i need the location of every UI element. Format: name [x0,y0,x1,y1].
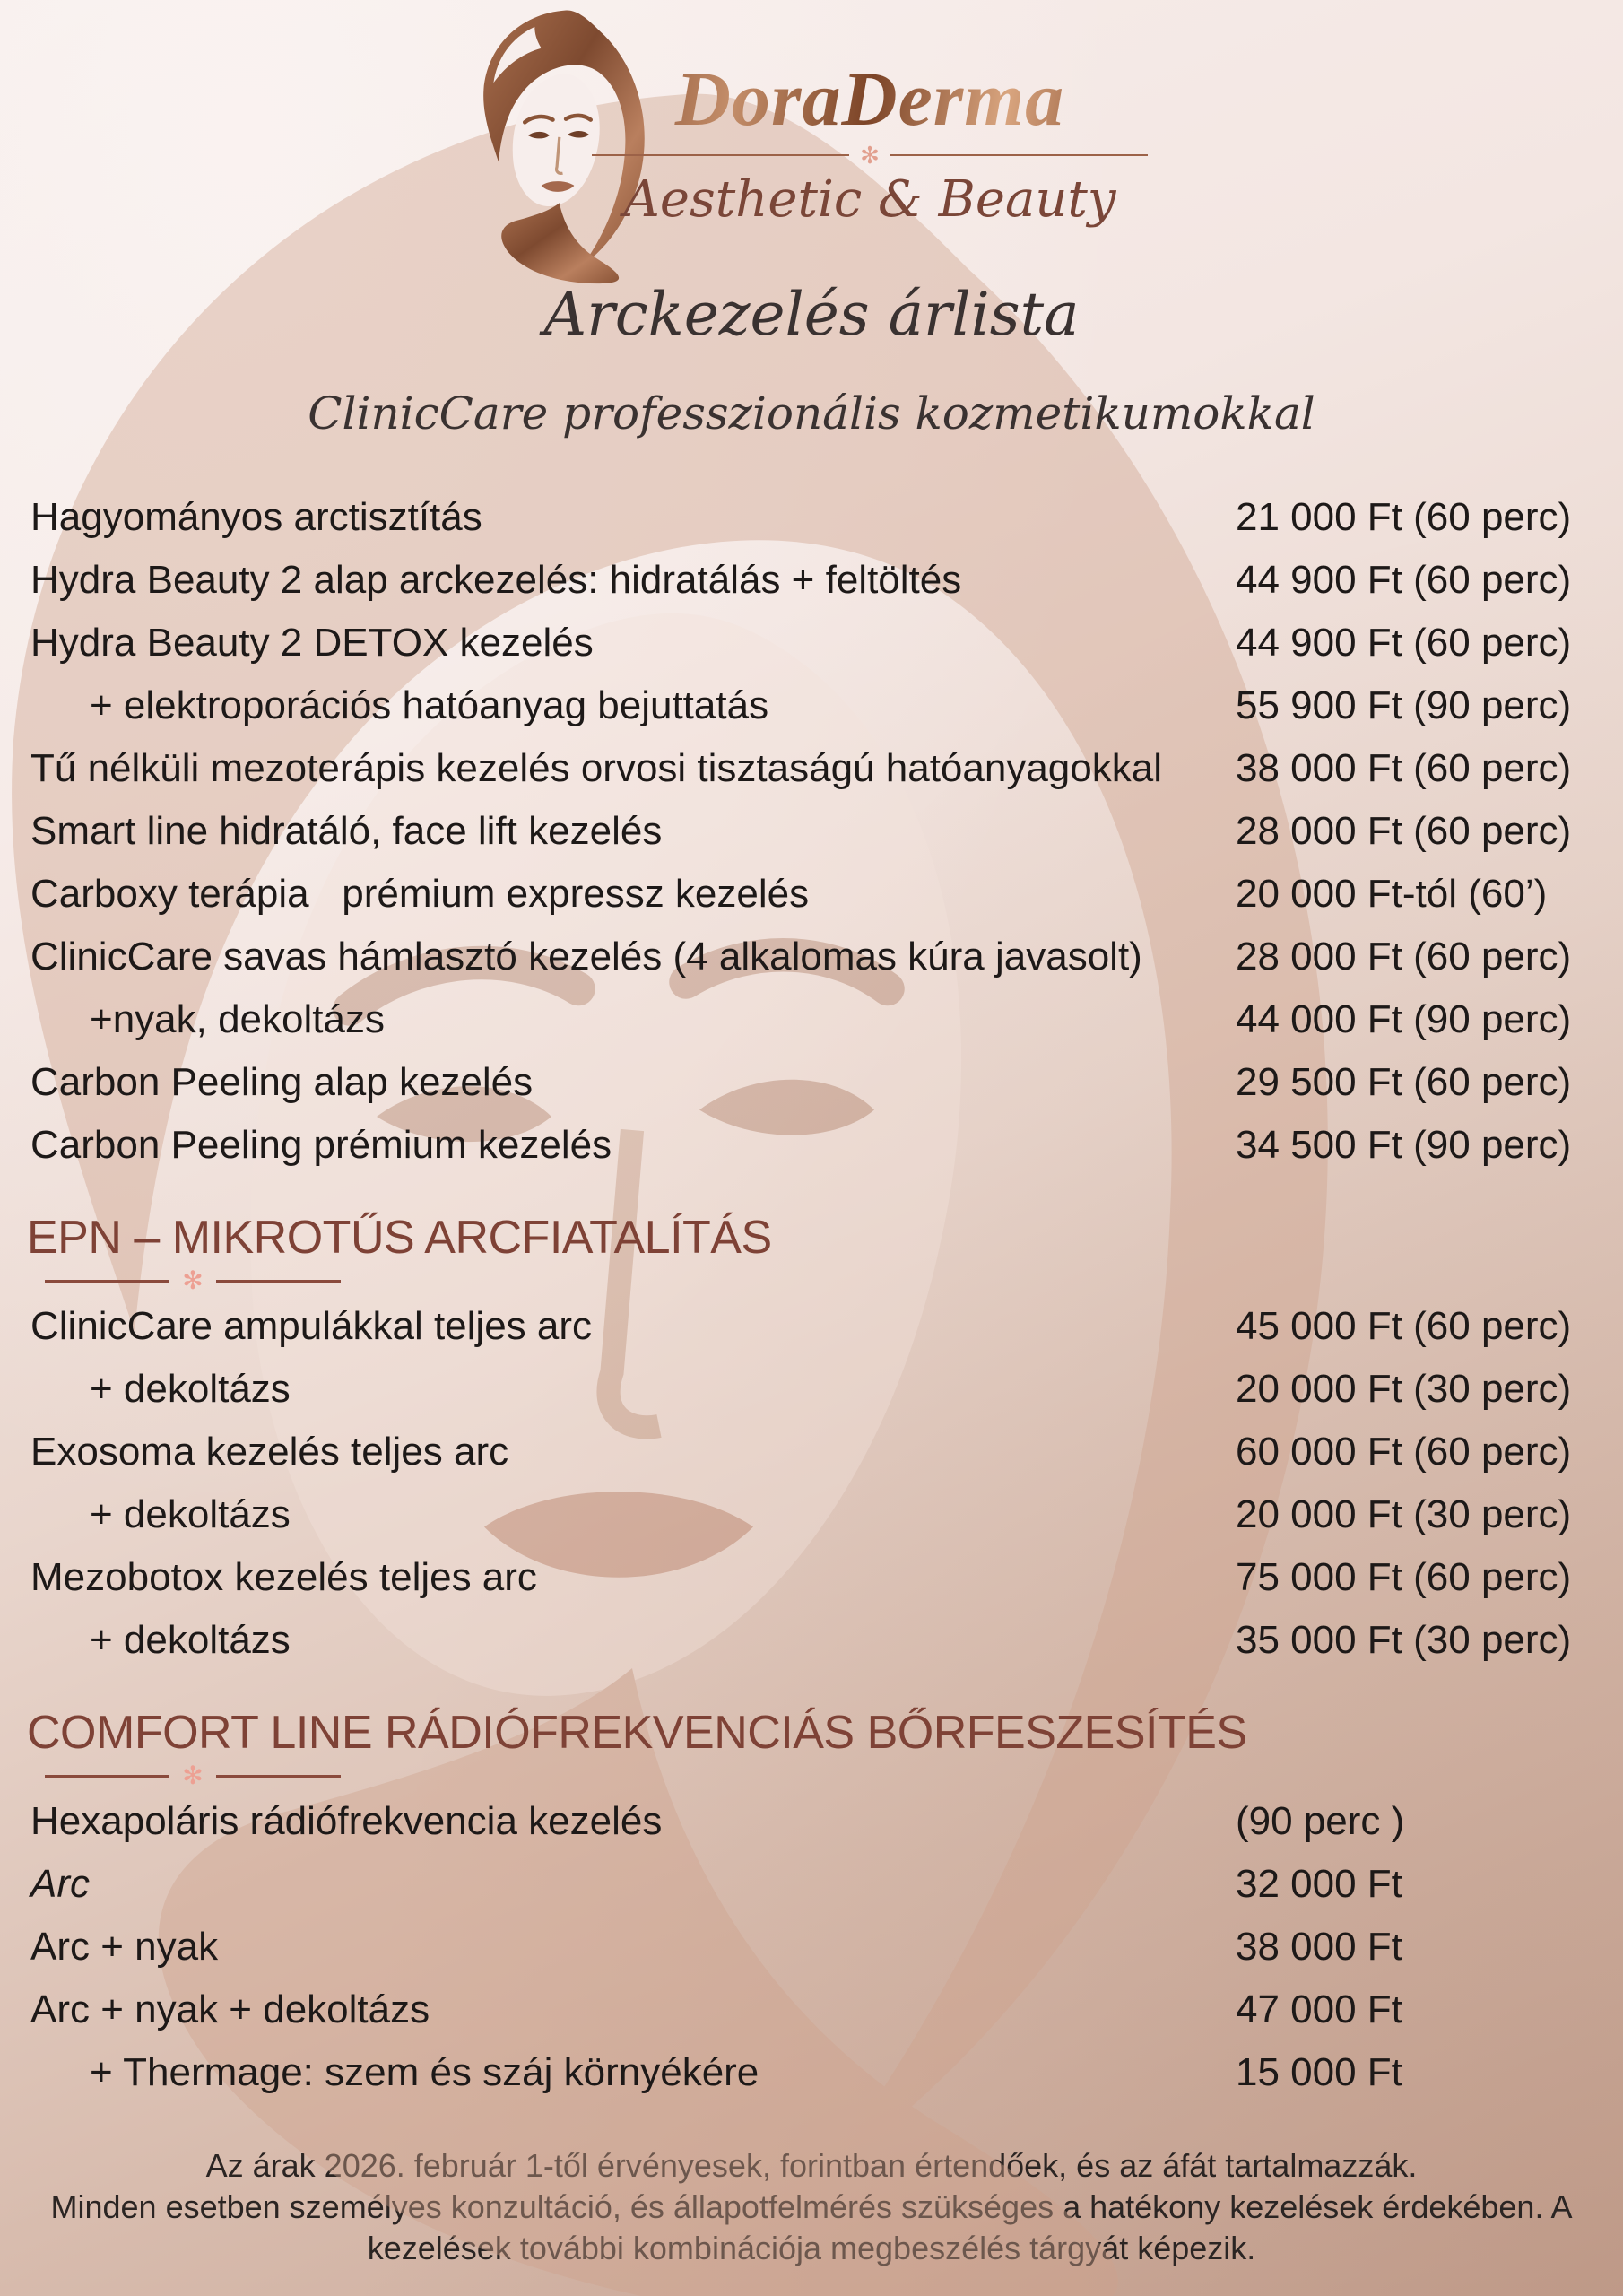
service-price: 28 000 Ft (60 perc) [1236,935,1572,978]
price-row [0,1853,1623,1916]
service-price: 38 000 Ft (60 perc) [1236,746,1572,790]
service-price: 32 000 Ft [1236,1862,1402,1906]
service-price: 20 000 Ft (30 perc) [1236,1367,1572,1411]
footer-line: Minden esetben személyes konzultáció, és állapotfelmérés szükséges a hatékony kezelések érdekében. A [50,2188,1573,2225]
price-row [0,737,1623,800]
service-name: Carbon Peeling prémium kezelés [30,1123,612,1167]
section-divider [45,1763,341,1788]
price-row [0,1609,1623,1672]
service-name: Carboxy terápia prémium expressz kezelés [30,872,810,916]
footer-notes [0,2145,1623,2269]
price-row [0,1051,1623,1114]
service-price: 35 000 Ft (30 perc) [1236,1618,1572,1662]
brand-name: DoraDerma [565,56,1175,142]
price-row [0,1114,1623,1177]
price-row [0,800,1623,863]
price-row [0,1916,1623,1979]
service-name: + dekoltázs [90,1618,291,1662]
price-row [0,612,1623,674]
brand-divider [592,144,1148,167]
price-row [0,1546,1623,1609]
price-row [0,926,1623,988]
divider-line [45,1280,169,1283]
service-price: 38 000 Ft [1236,1925,1402,1969]
price-row [0,1979,1623,2041]
service-name: Hydra Beauty 2 alap arckezelés: hidratálás + feltöltés [30,558,962,602]
price-row [0,863,1623,926]
service-name: + dekoltázs [90,1367,291,1411]
flower-icon: ✻ [860,142,880,169]
service-name: ClinicCare savas hámlasztó kezelés (4 alkalomas kúra javasolt) [30,935,1142,978]
service-price: (90 perc ) [1236,1799,1405,1843]
service-name: Smart line hidratáló, face lift kezelés [30,809,663,853]
price-row [0,1483,1623,1546]
footer-line: Az árak 2026. február 1-től érvényesek, forintban értendőek, és az áfát tartalmazzák. [205,2147,1418,2184]
section-rows [0,486,1623,1177]
service-price: 44 900 Ft (60 perc) [1236,621,1572,665]
price-row [0,674,1623,737]
page-title: Arckezelés árlista [543,280,1080,349]
price-row [0,1295,1623,1358]
divider-line [216,1775,341,1778]
service-name: Exosoma kezelés teljes arc [30,1430,509,1474]
service-price: 20 000 Ft-tól (60’) [1236,872,1548,916]
service-name: Mezobotox kezelés teljes arc [30,1555,537,1599]
service-price: 60 000 Ft (60 perc) [1236,1430,1572,1474]
section-rows [0,1790,1623,2104]
page-subtitle: ClinicCare professzionális kozmetikumokkal [308,387,1315,439]
flower-icon: ✻ [182,1266,204,1294]
service-price: 47 000 Ft [1236,1987,1402,2031]
price-row [0,1790,1623,1853]
brand-tagline: Aesthetic & Beauty [623,170,1116,229]
divider-line [592,154,849,156]
service-price: 28 000 Ft (60 perc) [1236,809,1572,853]
divider-line [890,154,1148,156]
service-price: 44 000 Ft (90 perc) [1236,997,1572,1041]
footer-line: kezelések további kombinációja megbeszélés tárgyát képezik. [367,2230,1256,2266]
service-price: 20 000 Ft (30 perc) [1236,1492,1572,1536]
header [0,0,1623,484]
section-header: EPN – MIKROTŰS ARCFIATALÍTÁS [27,1212,772,1264]
service-price: 75 000 Ft (60 perc) [1236,1555,1572,1599]
flower-icon: ✻ [182,1761,204,1789]
service-price: 45 000 Ft (60 perc) [1236,1304,1572,1348]
service-name: +nyak, dekoltázs [90,997,385,1041]
service-name: Carbon Peeling alap kezelés [30,1060,534,1104]
service-name: Arc + nyak + dekoltázs [30,1987,430,2031]
service-price: 29 500 Ft (60 perc) [1236,1060,1572,1104]
service-price: 44 900 Ft (60 perc) [1236,558,1572,602]
service-name: + elektroporációs hatóanyag bejuttatás [90,683,769,727]
service-price: 15 000 Ft [1236,2050,1402,2094]
service-name: + dekoltázs [90,1492,291,1536]
service-price: 34 500 Ft (90 perc) [1236,1123,1572,1167]
section-rows [0,1295,1623,1672]
price-row [0,1358,1623,1421]
service-name: + Thermage: szem és száj környékére [90,2050,759,2094]
section-header: COMFORT LINE RÁDIÓFREKVENCIÁS BŐRFESZESÍTÉS [27,1707,1247,1759]
service-name: Hexapoláris rádiófrekvencia kezelés [30,1799,663,1843]
divider-line [45,1775,169,1778]
service-name: ClinicCare ampulákkal teljes arc [30,1304,593,1348]
service-name: Arc + nyak [30,1925,219,1969]
service-price: 21 000 Ft (60 perc) [1236,495,1572,539]
section-divider [45,1268,341,1293]
brand-logo [565,56,1175,230]
divider-line [216,1280,341,1283]
price-row [0,988,1623,1051]
price-row [0,2041,1623,2104]
service-name: Hagyományos arctisztítás [30,495,482,539]
price-sections [0,486,1623,2104]
service-price: 55 900 Ft (90 perc) [1236,683,1572,727]
service-name: Arc [30,1862,90,1906]
service-name: Hydra Beauty 2 DETOX kezelés [30,621,594,665]
price-row [0,549,1623,612]
service-name: Tű nélküli mezoterápis kezelés orvosi tisztaságú hatóanyagokkal [30,746,1162,790]
price-row [0,486,1623,549]
price-row [0,1421,1623,1483]
